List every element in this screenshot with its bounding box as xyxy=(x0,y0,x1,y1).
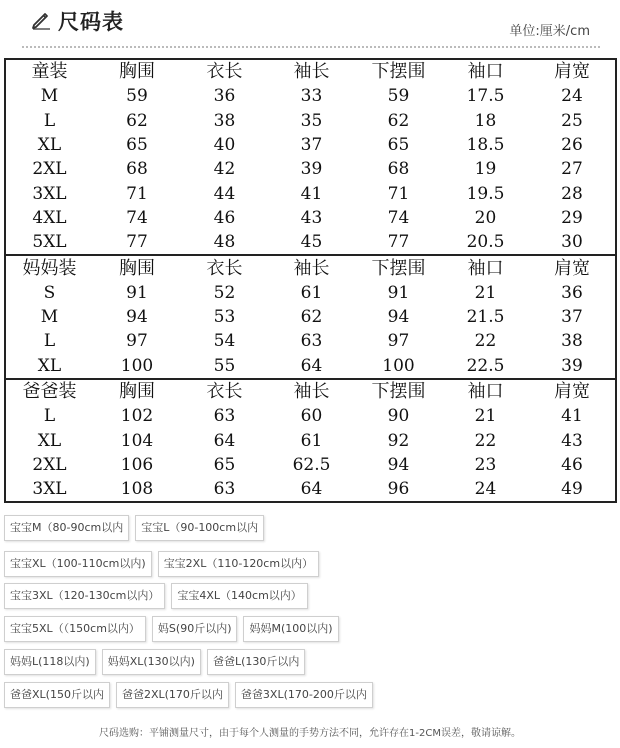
size-label: S xyxy=(43,282,56,303)
column-header: 下摆围 xyxy=(355,379,442,404)
table-cell: 40 xyxy=(213,135,236,156)
table-row xyxy=(5,329,616,353)
table-cell: 52 xyxy=(213,282,236,303)
column-header: 衣长 xyxy=(206,61,243,83)
table-cell: 39 xyxy=(300,159,323,180)
table-cell: 43 xyxy=(300,207,323,228)
table-cell: 26 xyxy=(561,135,583,156)
unit-label: 单位:厘米/cm xyxy=(509,24,590,39)
column-header: 肩宽 xyxy=(529,379,616,404)
table-cell: 25 xyxy=(561,110,583,131)
table-row xyxy=(5,281,616,305)
table-cell: 45 xyxy=(300,232,323,253)
column-header: 袖口 xyxy=(467,61,504,83)
table-cell: 23 xyxy=(474,454,497,475)
tag-row xyxy=(4,583,314,609)
table-cell: 61 xyxy=(300,282,323,303)
table-cell: 22 xyxy=(474,331,497,352)
table-row xyxy=(5,354,616,379)
table-row xyxy=(5,84,616,108)
table-cell: 43 xyxy=(561,430,583,451)
table-cell: 60 xyxy=(300,406,323,427)
size-tag[interactable]: 宝宝L（90-100cm以内 xyxy=(135,515,264,541)
size-label: 3XL xyxy=(32,183,67,204)
table-cell: 38 xyxy=(213,110,236,131)
column-header: 下摆围 xyxy=(371,61,426,83)
size-label: M xyxy=(40,86,59,107)
column-header: 衣长 xyxy=(181,379,268,404)
size-label: L xyxy=(43,331,56,352)
table-cell: 65 xyxy=(126,135,148,156)
table-cell: 100 xyxy=(120,355,154,376)
table-cell: 48 xyxy=(213,232,236,253)
table-cell: 20.5 xyxy=(466,232,505,253)
table-cell: 64 xyxy=(213,430,236,451)
table-cell: 59 xyxy=(387,86,410,107)
table-cell: 18 xyxy=(474,110,497,131)
column-header: 袖长 xyxy=(268,379,355,404)
table-cell: 21 xyxy=(474,406,497,427)
size-label: 5XL xyxy=(32,232,67,253)
table-cell: 68 xyxy=(126,159,148,180)
dotted-divider xyxy=(22,46,600,48)
table-cell: 36 xyxy=(561,282,583,303)
table-row xyxy=(5,404,616,428)
section-title: 童装 xyxy=(31,61,68,83)
section-header-row xyxy=(5,379,616,404)
table-cell: 92 xyxy=(387,430,410,451)
table-cell: 53 xyxy=(213,307,236,328)
table-cell: 19.5 xyxy=(466,183,505,204)
table-cell: 22.5 xyxy=(466,355,505,376)
size-label: 2XL xyxy=(32,159,67,180)
tag-row xyxy=(4,616,345,642)
table-cell: 65 xyxy=(387,135,410,156)
table-cell: 49 xyxy=(561,479,583,500)
table-cell: 104 xyxy=(120,430,154,451)
column-header: 肩宽 xyxy=(554,61,590,83)
size-label: XL xyxy=(37,135,62,156)
size-label: XL xyxy=(37,430,62,451)
table-cell: 36 xyxy=(213,86,236,107)
table-cell: 63 xyxy=(300,331,323,352)
size-tag[interactable]: 妈妈XL(130以内) xyxy=(102,649,201,675)
size-tag[interactable]: 宝宝4XL（140cm以内） xyxy=(171,583,307,609)
size-tag[interactable]: 爸爸3XL(170-200斤以内 xyxy=(235,682,373,708)
size-tag[interactable]: 妈妈L(118以内) xyxy=(4,649,96,675)
table-cell: 71 xyxy=(387,183,410,204)
section-title: 妈妈装 xyxy=(5,255,93,280)
table-cell: 39 xyxy=(561,355,583,376)
table-cell: 90 xyxy=(387,406,410,427)
size-label: 2XL xyxy=(32,454,67,475)
size-label: 4XL xyxy=(32,207,67,228)
pencil-icon xyxy=(30,8,52,30)
table-cell: 108 xyxy=(120,479,154,500)
tag-row xyxy=(4,682,379,708)
table-cell: 96 xyxy=(387,479,410,500)
table-cell: 24 xyxy=(474,479,497,500)
table-cell: 37 xyxy=(561,307,583,328)
column-header: 衣长 xyxy=(181,255,268,280)
table-cell: 41 xyxy=(300,183,323,204)
table-cell: 74 xyxy=(387,207,410,228)
table-cell: 35 xyxy=(300,110,323,131)
size-label: L xyxy=(43,110,56,131)
table-row xyxy=(5,157,616,181)
size-tag[interactable]: 爸爸L(130斤以内 xyxy=(207,649,305,675)
table-row xyxy=(5,453,616,477)
table-cell: 62 xyxy=(387,110,410,131)
table-row xyxy=(5,428,616,452)
table-cell: 21 xyxy=(474,282,497,303)
table-cell: 30 xyxy=(561,232,583,253)
tag-row xyxy=(4,551,325,577)
tag-row xyxy=(4,649,311,675)
table-cell: 55 xyxy=(213,355,236,376)
table-row xyxy=(5,477,616,502)
table-cell: 59 xyxy=(126,86,148,107)
table-cell: 21.5 xyxy=(466,307,505,328)
table-cell: 62 xyxy=(126,110,148,131)
table-row xyxy=(5,133,616,157)
table-cell: 27 xyxy=(561,159,583,180)
column-header: 下摆围 xyxy=(355,255,442,280)
table-cell: 71 xyxy=(126,183,148,204)
table-cell: 97 xyxy=(126,331,148,352)
table-cell: 62.5 xyxy=(292,454,331,475)
table-cell: 94 xyxy=(387,307,410,328)
table-cell: 61 xyxy=(300,430,323,451)
size-tag[interactable]: 宝宝3XL（120-130cm以内） xyxy=(4,583,165,609)
table-cell: 38 xyxy=(561,331,583,352)
table-cell: 94 xyxy=(126,307,148,328)
column-header: 袖长 xyxy=(293,61,330,83)
table-cell: 63 xyxy=(213,406,236,427)
table-cell: 18.5 xyxy=(466,135,505,156)
table-cell: 63 xyxy=(213,479,236,500)
column-header: 袖口 xyxy=(442,255,529,280)
table-cell: 77 xyxy=(387,232,410,253)
table-cell: 33 xyxy=(300,86,323,107)
table-cell: 19 xyxy=(474,159,497,180)
section-header-row xyxy=(5,255,616,280)
table-cell: 41 xyxy=(561,406,583,427)
table-cell: 64 xyxy=(300,355,323,376)
section-title: 爸爸装 xyxy=(5,379,93,404)
column-header: 胸围 xyxy=(93,379,181,404)
size-tag[interactable]: 宝宝XL（100-110cm以内) xyxy=(4,551,152,577)
table-cell: 62 xyxy=(300,307,323,328)
size-table xyxy=(4,58,617,503)
table-cell: 74 xyxy=(126,207,148,228)
size-tag[interactable]: 宝宝M（80-90cm以内 xyxy=(4,515,129,541)
table-cell: 44 xyxy=(213,183,236,204)
column-header: 袖长 xyxy=(268,255,355,280)
column-header: 胸围 xyxy=(93,255,181,280)
table-cell: 29 xyxy=(561,207,583,228)
table-cell: 65 xyxy=(213,454,236,475)
size-label: 3XL xyxy=(32,479,67,500)
table-cell: 42 xyxy=(213,159,236,180)
table-cell: 102 xyxy=(120,406,154,427)
size-label: XL xyxy=(37,355,62,376)
table-cell: 64 xyxy=(300,479,323,500)
page-title: 尺码表 xyxy=(58,10,124,34)
table-cell: 24 xyxy=(561,86,583,107)
table-cell: 54 xyxy=(213,331,236,352)
table-cell: 68 xyxy=(387,159,410,180)
table-row xyxy=(5,109,616,133)
size-tag[interactable]: 宝宝5XL（（150cm以内） xyxy=(4,616,146,642)
section-header-row xyxy=(5,59,616,84)
size-label: M xyxy=(40,307,59,328)
table-cell: 94 xyxy=(387,454,410,475)
column-header: 肩宽 xyxy=(529,255,616,280)
table-row xyxy=(5,230,616,255)
table-row xyxy=(5,206,616,230)
table-row xyxy=(5,305,616,329)
table-row xyxy=(5,181,616,205)
table-cell: 46 xyxy=(561,454,583,475)
table-cell: 91 xyxy=(387,282,410,303)
table-cell: 100 xyxy=(382,355,415,376)
table-cell: 22 xyxy=(474,430,497,451)
footnote: 尺码选购：平铺测量尺寸，由于每个人测量的手势方法不同，允许存在1-2CM误差，敬请谅解。 xyxy=(99,728,521,739)
table-cell: 91 xyxy=(126,282,148,303)
size-tag[interactable]: 妈妈M(100以内) xyxy=(243,616,338,642)
tag-row xyxy=(4,515,270,541)
column-header: 胸围 xyxy=(119,61,155,83)
size-tag[interactable]: 爸爸XL(150斤以内 xyxy=(4,682,110,708)
table-cell: 20 xyxy=(474,207,497,228)
header xyxy=(0,0,620,52)
table-cell: 37 xyxy=(300,135,323,156)
table-cell: 106 xyxy=(120,454,154,475)
table-cell: 17.5 xyxy=(466,86,505,107)
size-tag[interactable]: 爸爸2XL(170斤以内 xyxy=(116,682,229,708)
table-cell: 77 xyxy=(126,232,148,253)
size-tag[interactable]: 妈S(90斤以内) xyxy=(152,616,238,642)
size-tag[interactable]: 宝宝2XL（110-120cm以内） xyxy=(158,551,319,577)
size-label: L xyxy=(43,406,56,427)
table-cell: 97 xyxy=(387,331,410,352)
column-header: 袖口 xyxy=(442,379,529,404)
table-cell: 46 xyxy=(213,207,236,228)
table-cell: 28 xyxy=(561,183,583,204)
